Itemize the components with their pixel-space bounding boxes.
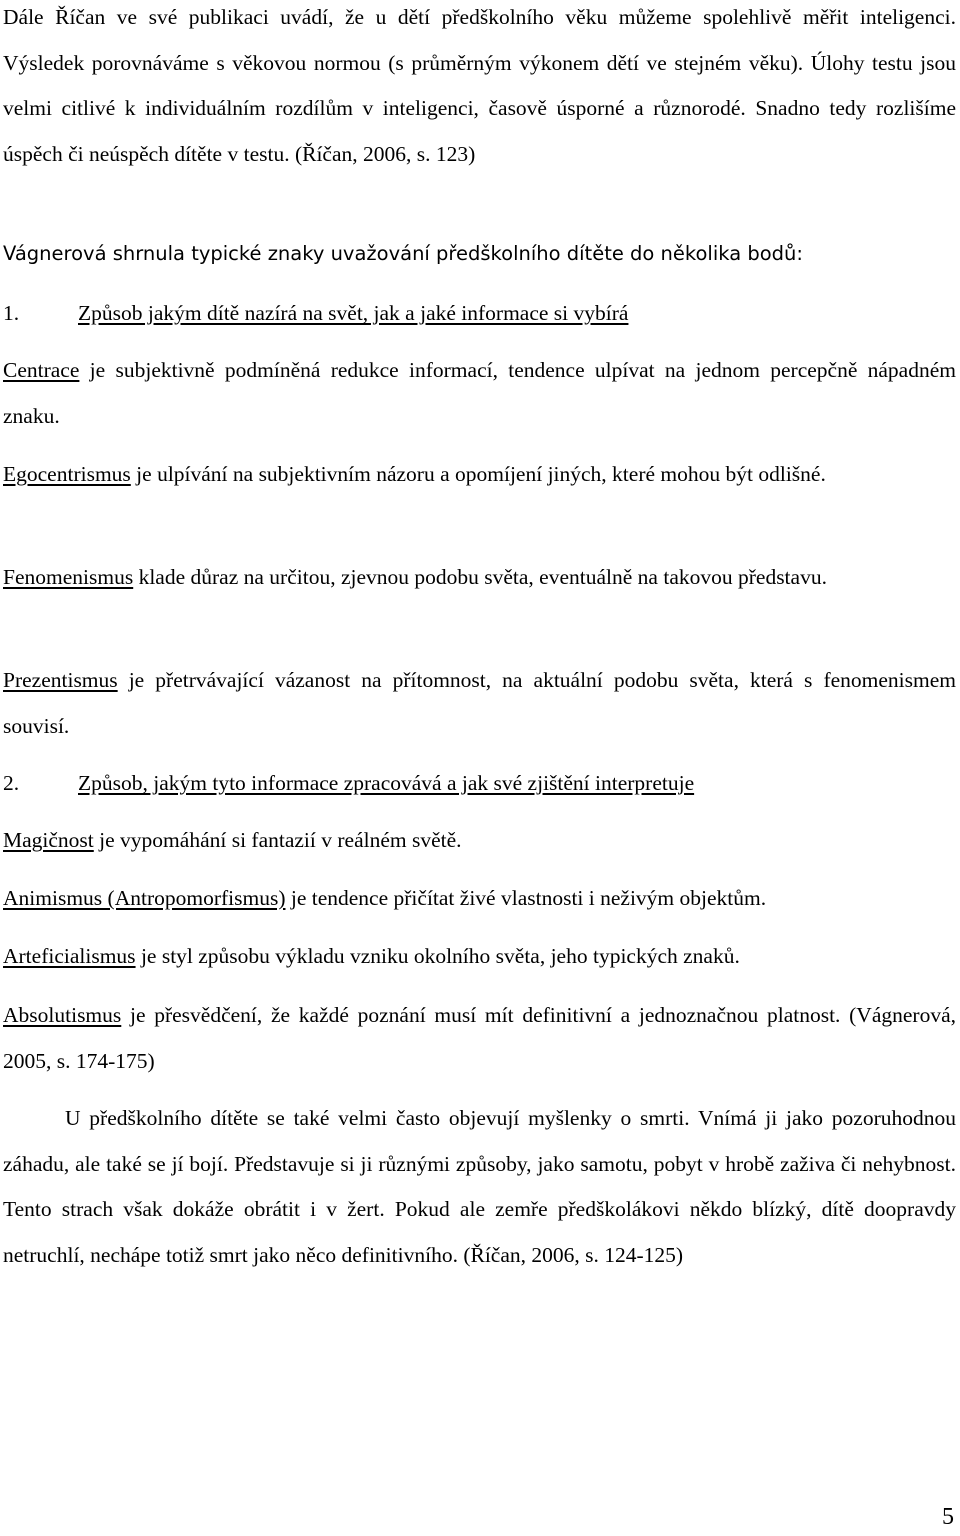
term-arteficialismus: Arteficialismus	[3, 944, 136, 968]
term-egocentrismus: Egocentrismus	[3, 462, 131, 486]
definition-egocentrismus	[3, 452, 956, 498]
list-item-title: Způsob, jakým tyto informace zpracovává a jak své zjištění interpretuje	[78, 771, 695, 795]
paragraph-death: U předškolního dítěte se také velmi často objevují myšlenky o smrti. Vnímá ji jako pozoruhodnou záhadu, ale také se jí bojí. Představuje si ji různými způsoby, jako samotu, pobyt v hrobě zaživa či nehybnost. Tento strach však dokáže obrátit i v žert. Pokud ale zemře předškolákovi někdo blízký, dítě doopravdy netruchlí, nechápe totiž smrt jako něco definitivního. (Říčan, 2006, s. 124-125)	[3, 1106, 956, 1267]
definition-text: je styl způsobu výkladu vzniku okolního světa, jeho typických znaků.	[135, 944, 740, 968]
definition-arteficialismus	[3, 934, 956, 980]
paragraph-vagnerova-intro: Vágnerová shrnula typické znaky uvažování předškolního dítěte do několika bodů:	[3, 242, 803, 265]
definition-text: je subjektivně podmíněná redukce informací, tendence ulpívat na jednom percepčně nápadném znaku.	[3, 358, 956, 428]
list-item-1	[3, 291, 956, 337]
definition-text: klade důraz na určitou, zjevnou podobu světa, eventuálně na takovou představu.	[133, 565, 827, 589]
definition-animismus	[3, 876, 956, 922]
definition-text: je tendence přičítat živé vlastnosti i neživým objektům.	[285, 886, 767, 910]
definition-text: je vypomáhání si fantazií v reálném světě.	[93, 828, 462, 852]
definition-text: je ulpívání na subjektivním názoru a opomíjení jiných, které mohou být odlišné.	[130, 462, 826, 486]
definition-text: je přetrvávající vázanost na přítomnost, na aktuální podobu světa, která s fenomenismem souvisí.	[3, 668, 956, 738]
list-item-2	[3, 761, 956, 807]
definition-centrace	[3, 348, 956, 439]
page-number: 5	[942, 1504, 954, 1530]
definition-magicnost	[3, 818, 956, 864]
list-number: 2.	[3, 771, 20, 795]
list-item-title: Způsob jakým dítě nazírá na svět, jak a jaké informace si vybírá	[78, 301, 629, 325]
term-centrace: Centrace	[3, 358, 80, 382]
definition-prezentismus	[3, 658, 956, 749]
list-number: 1.	[3, 301, 20, 325]
definition-fenomenismus	[3, 555, 956, 601]
paragraph-intelligence: Dále Říčan ve své publikaci uvádí, že u dětí předškolního věku můžeme spolehlivě měřit inteligenci. Výsledek porovnáváme s věkovou normou (s průměrným výkonem dětí ve stejném věku). Úlohy testu jsou velmi citlivé k individuálním rozdílům v inteligenci, časově úsporné a různorodé. Snadno tedy rozlišíme úspěch či neúspěch dítěte v testu. (Říčan, 2006, s. 123)	[3, 5, 956, 166]
term-animismus: Animismus (Antropomorfismus)	[3, 886, 286, 910]
definition-absolutismus	[3, 993, 956, 1084]
term-fenomenismus: Fenomenismus	[3, 565, 134, 589]
term-prezentismus: Prezentismus	[3, 668, 118, 692]
term-magicnost: Magičnost	[3, 828, 94, 852]
definition-text: je přesvědčení, že každé poznání musí mít definitivní a jednoznačnou platnost. (Vágnerová, 2005, s. 174-175)	[3, 1003, 956, 1073]
term-absolutismus: Absolutismus	[3, 1003, 122, 1027]
